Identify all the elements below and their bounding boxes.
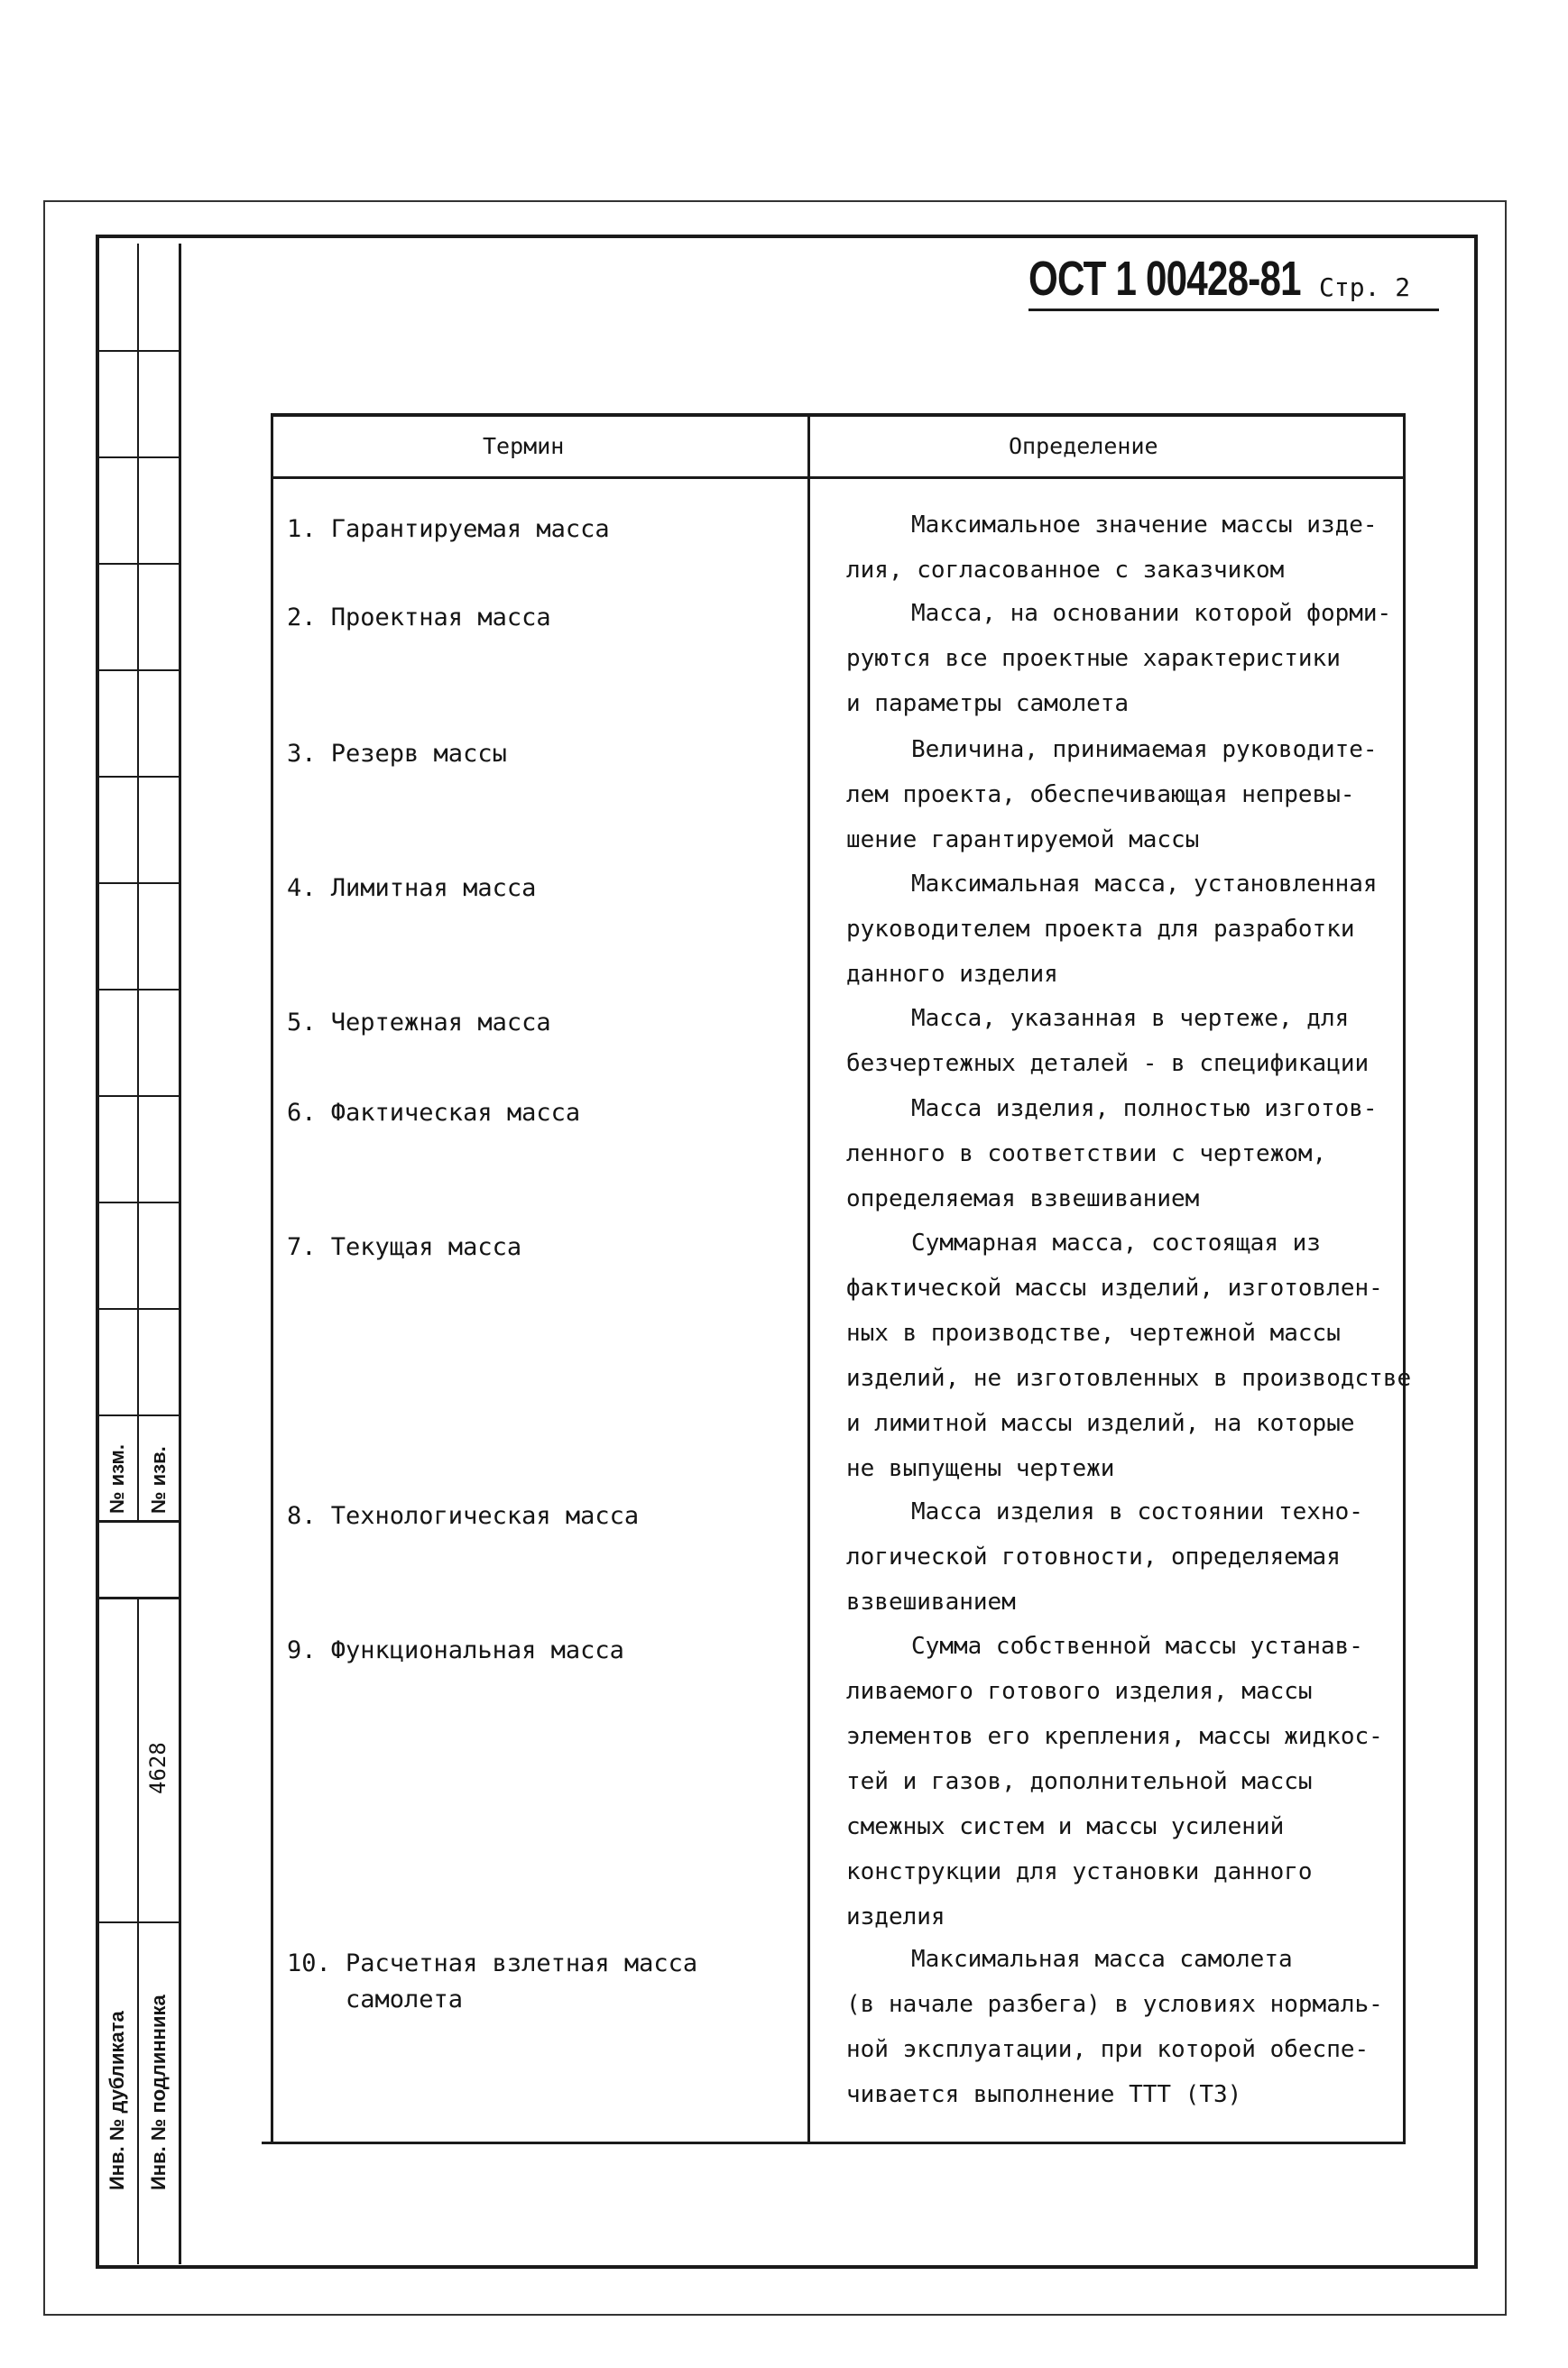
definition-line: и параметры самолета (846, 690, 1130, 717)
definition-line: смежных систем и массы усилений (846, 1813, 1285, 1840)
definition-5 (846, 996, 1388, 1086)
definition-line: (в начале разбега) в условиях нормаль- (846, 1991, 1383, 2018)
definition-8 (846, 1489, 1388, 1625)
definition-line: Масса, указанная в чертеже, для (911, 1005, 1350, 1032)
definition-7 (846, 1221, 1412, 1491)
definition-6 (846, 1086, 1388, 1221)
dup-inv-label: Инв. № дубликата (106, 2011, 128, 2190)
definition-line: ленного в соответствии с чертежом, (846, 1140, 1327, 1167)
definition-line: и лимитной массы изделий, на которые (846, 1410, 1355, 1437)
definition-line: ной эксплуатации, при которой обеспе- (846, 2036, 1370, 2063)
definition-line: Сумма собственной массы устанав- (911, 1633, 1363, 1660)
definition-line: фактической массы изделий, изготовлен- (846, 1275, 1383, 1302)
doc-code: ОСТ 1 00428-81 (1028, 252, 1301, 306)
definition-line: изделия (846, 1903, 945, 1930)
term-1: 1. Гарантируемая масса (287, 515, 610, 543)
definition-line: руководителем проекта для разработки (846, 916, 1355, 943)
term-6: 6. Фактическая масса (287, 1099, 581, 1127)
table-bottom-rule (262, 2142, 1406, 2144)
term-9: 9. Функциональная масса (287, 1636, 624, 1664)
definition-line: Суммарная масса, состоящая из (911, 1230, 1321, 1257)
definition-line: взвешиванием (846, 1589, 1016, 1616)
header-row-rule (271, 476, 1406, 479)
definition-2 (846, 591, 1392, 726)
term-8: 8. Технологическая масса (287, 1502, 640, 1530)
column-divider (807, 413, 810, 2143)
definition-line: ливаемого готового изделия, массы (846, 1678, 1313, 1705)
definition-line: ных в производстве, чертежной массы (846, 1320, 1341, 1347)
definition-line: изделий, не изготовленных в производстве (846, 1365, 1412, 1392)
term-5: 5. Чертежная масса (287, 1009, 551, 1037)
definition-line: лия, согласованное с заказчиком (846, 557, 1285, 584)
definition-line: Масса, на основании которой форми- (911, 600, 1392, 627)
rev-no-label: № изм. (106, 1444, 128, 1514)
definition-line: шение гарантируемой массы (846, 826, 1200, 853)
page-label: Стр. 2 (1319, 272, 1411, 302)
term-3: 3. Резерв массы (287, 740, 507, 768)
definition-line: тей и газов, дополнительной массы (846, 1768, 1313, 1795)
definition-line: не выпущены чертежи (846, 1455, 1115, 1482)
header-rule (1028, 309, 1439, 311)
orig-inv-label: Инв. № подлинника (147, 1995, 170, 2190)
column-header-definition: Определение (1009, 433, 1158, 459)
definition-line: конструкции для установки данного (846, 1858, 1313, 1885)
definition-line: определяемая взвешиванием (846, 1185, 1200, 1212)
definition-9 (846, 1624, 1388, 1940)
definition-3 (846, 727, 1388, 862)
definition-line: Максимальная масса, установленная (911, 871, 1378, 898)
definition-line: логической готовности, определяемая (846, 1543, 1341, 1571)
definition-line: Максимальная масса самолета (911, 1946, 1293, 1973)
definition-line: Масса изделия, полностью изготов- (911, 1095, 1378, 1122)
definition-line: безчертежных деталей - в спецификации (846, 1050, 1370, 1077)
definition-10 (846, 1937, 1388, 2117)
definition-line: Масса изделия в состоянии техно- (911, 1498, 1363, 1525)
definition-line: чивается выполнение ТТТ (ТЗ) (846, 2081, 1242, 2108)
definition-4 (846, 862, 1388, 997)
column-header-term: Термин (483, 433, 565, 459)
inventory-number: 4628 (145, 1742, 171, 1794)
definition-line: руются все проектные характеристики (846, 645, 1341, 672)
definition-line: элементов его крепления, массы жидкос- (846, 1723, 1383, 1750)
term-2: 2. Проектная масса (287, 604, 551, 631)
term-10: 10. Расчетная взлетная масса самолета (287, 1949, 698, 2013)
definition-line: Величина, принимаемая руководите- (911, 736, 1378, 763)
definition-line: лем проекта, обеспечивающая непревы- (846, 781, 1355, 808)
term-4: 4. Лимитная масса (287, 874, 537, 902)
definition-line: данного изделия (846, 961, 1058, 988)
definition-1 (846, 502, 1388, 593)
term-7: 7. Текущая масса (287, 1233, 522, 1261)
definition-line: Максимальное значение массы изде- (911, 511, 1378, 539)
notice-no-label: № изв. (147, 1446, 170, 1514)
